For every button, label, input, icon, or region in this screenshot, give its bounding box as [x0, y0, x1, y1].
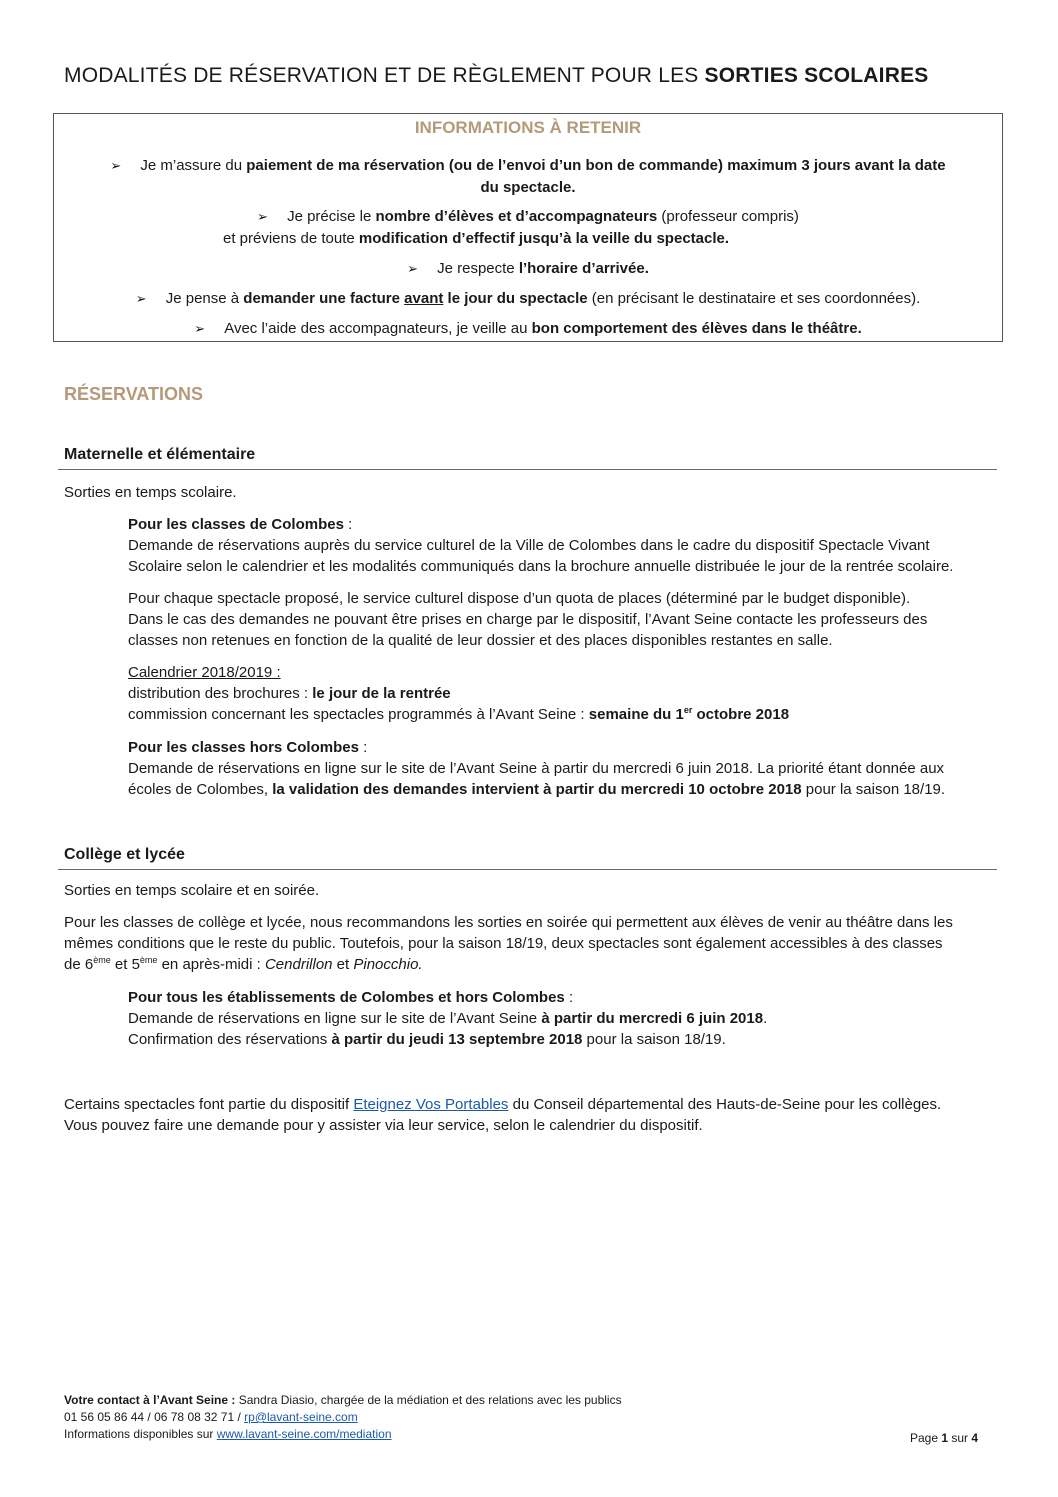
info-box-heading: INFORMATIONS À RETENIR [414, 118, 642, 137]
arrow-bullet-icon: ➢ [135, 291, 147, 306]
calendar-block: Calendrier 2018/2019 : distribution des brochures : le jour de la rentrée commission concernant les spectacles programmés à l’Avant Seine : semaine du 1er octobre 2018 [128, 664, 790, 723]
all-schools-block: Pour tous les établissements de Colombes et hors Colombes : Demande de réservations en ligne sur le site de l’Avant Seine à partir du mercredi 6 juin 2018. Confirmation des réservations à partir du jeudi 13 septembre 2018 pour la saison 18/19. [128, 989, 768, 1048]
reservations-heading: RÉSERVATIONS [64, 384, 204, 404]
hors-colombes-block: Pour les classes hors Colombes : Demande de réservations en ligne sur le site de l’Avant Seine à partir du mercredi 6 juin 2018. La priorité étant donnée aux écoles de Colombes, la validation des demandes intervient à partir du mercredi 10 octobre 2018 pour la saison 18/19. [128, 739, 946, 798]
arrow-bullet-icon: ➢ [257, 209, 268, 224]
info-bullet-students: ➢ Je précise le nombre d’élèves et d’accompagnateurs (professeur compris) [257, 208, 799, 225]
colombes-block: Pour les classes de Colombes : Demande de réservations auprès du service culturel de la Ville de Colombes dans le cadre du dispositif Spectacle Vivant Scolaire selon le calendrier et les modalités communiqués dans la brochure annuelle distribuée le jour de la rentrée scolaire. [128, 516, 954, 575]
college-paragraph: Pour les classes de collège et lycée, nous recommandons les sorties en soirée qui permettent aux élèves de venir au théâtre dans les mêmes conditions que le reste du public. Toutefois, pour la saison 18/19, deux spectacles sont également accessibles à des classes de 6ème et 5ème en après-midi : Cendrillon et Pinocchio. [64, 914, 953, 973]
arrow-bullet-icon: ➢ [407, 261, 418, 276]
quota-block: Pour chaque spectacle proposé, le service culturel dispose d’un quota de places (déterminé par le budget disponible). Dans le cas des demandes ne pouvant être prises en charge par le dispositif, l’Avant Seine contacte les professeurs des classes non retenues en fonction de la qualité de leur dossier et des places disponibles restantes en salle. [128, 590, 928, 649]
info-bullet-students-cont: et préviens de toute modification d’effectif jusqu’à la veille du spectacle. [222, 230, 730, 247]
arrow-bullet-icon: ➢ [194, 321, 206, 336]
evp-paragraph: Certains spectacles font partie du dispositif Eteignez Vos Portables du Conseil départemental des Hauts-de-Seine pour les collèges. Vous pouvez faire une demande pour y assister via leur service, selon le calendrier du dispositif. [64, 1096, 942, 1134]
footer: Votre contact à l’Avant Seine : Sandra Diasio, chargée de la médiation et des relations avec les publics 01 56 05 86 44 / 06 78 08 32 71 / rp@lavant-seine.com Informations disponibles sur www.lavant-seine.com/mediation [64, 1393, 622, 1441]
divider [58, 469, 997, 470]
document-title: MODALITÉS DE RÉSERVATION ET DE RÈGLEMENT POUR LES SORTIES SCOLAIRES [64, 64, 929, 87]
info-bullet-payment-cont: du spectacle. [480, 179, 576, 196]
info-bullet-behaviour: ➢ Avec l’aide des accompagnateurs, je veille au bon comportement des élèves dans le théâtre. [194, 320, 862, 337]
maternelle-heading: Maternelle et élémentaire [64, 446, 256, 463]
info-bullet-payment: ➢ Je m’assure du paiement de ma réservation (ou de l’envoi d’un bon de commande) maximum 3 jours avant la date [110, 157, 946, 174]
evp-link[interactable]: Eteignez Vos Portables [353, 1096, 509, 1113]
page-number: Page 1 sur 4 [910, 1431, 979, 1445]
divider [58, 869, 997, 870]
email-link[interactable]: rp@lavant-seine.com [244, 1410, 358, 1424]
maternelle-intro: Sorties en temps scolaire. [64, 484, 237, 501]
college-intro: Sorties en temps scolaire et en soirée. [64, 882, 320, 899]
info-bullet-arrival: ➢ Je respecte l’horaire d’arrivée. [407, 260, 649, 277]
info-bullet-invoice: ➢ Je pense à demander une facture avant le jour du spectacle (en précisant le destinataire et ses coordonnées). [135, 290, 921, 307]
college-heading: Collège et lycée [64, 846, 185, 863]
info-box [53, 113, 1003, 342]
website-link[interactable]: www.lavant-seine.com/mediation [216, 1427, 392, 1441]
arrow-bullet-icon: ➢ [110, 158, 122, 173]
